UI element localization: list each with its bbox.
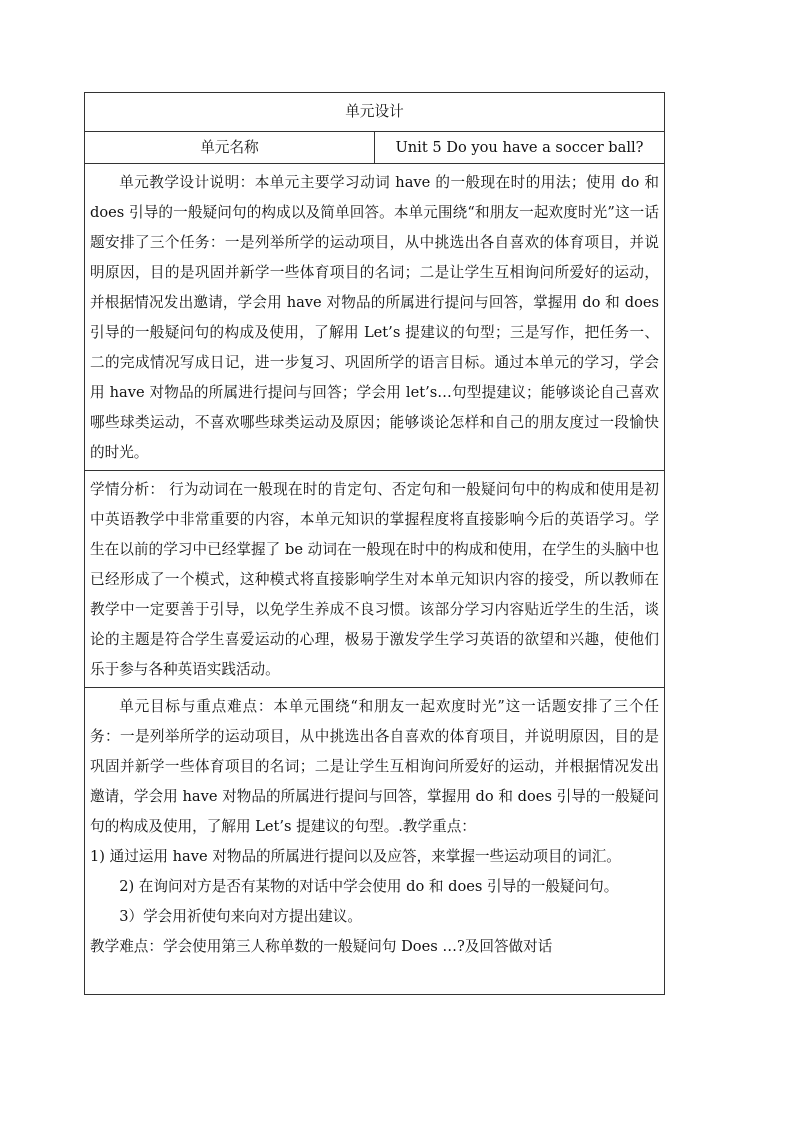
goals-text: 单元目标与重点难点：本单元围绕“和朋友一起欢度时光”这一话题安排了三个任务：一是列举所学的运动项目，从中挑选出各自喜欢的体育项目，并说明原因，目的是巩固并新学一些体育项目的名词；二是让学生互相询问所爱好的运动，并根据情况发出邀请，学会用 have 对物品的所属进行提问与回答，掌握用 do 和 does 引导的一般疑问句的构成及使用，了解用 Let’s 提建议的句型。.教学重点： xyxy=(90,698,659,835)
goals-row xyxy=(85,688,665,995)
design-note-cell xyxy=(85,164,665,471)
table-title: 单元设计 xyxy=(85,93,665,132)
unit-name-value: Unit 5 Do you have a soccer ball? xyxy=(375,132,665,164)
unit-design-table xyxy=(84,92,665,995)
key-point-3: 3）学会用祈使句来向对方提出建议。 xyxy=(119,908,362,925)
key-point-1: 1) 通过运用 have 对物品的所属进行提问以及应答，来掌握一些运动项目的词汇。 xyxy=(90,848,621,865)
goals-cell xyxy=(85,688,665,995)
key-point-2: 2) 在询问对方是否有某物的对话中学会使用 do 和 does 引导的一般疑问句。 xyxy=(119,878,619,895)
design-note-row xyxy=(85,164,665,471)
difficulty-text: 教学难点：学会使用第三人称单数的一般疑问句 Does …?及回答做对话 xyxy=(90,938,553,955)
unit-name-label: 单元名称 xyxy=(85,132,375,164)
unit-name-row xyxy=(85,132,665,164)
learner-analysis-cell xyxy=(85,471,665,688)
title-row xyxy=(85,93,665,132)
cell-spacer xyxy=(90,962,659,992)
design-note-text: 单元教学设计说明：本单元主要学习动词 have 的一般现在时的用法；使用 do 和 does 引导的一般疑问句的构成以及简单回答。本单元围绕“和朋友一起欢度时光”这一话题安排了三个任务：一是列举所学的运动项目，从中挑选出各自喜欢的体育项目，并说明原因，目的是巩固并新学一些体育项目的名词；二是让学生互相询问所爱好的运动，并根据情况发出邀请，学会用 have 对物品的所属进行提问与回答，掌握用 do 和 does 引导的一般疑问句的构成及使用，了解用 Let’s 提建议的句型；三是写作，把任务一、二的完成情况写成日记，进一步复习、巩固所学的语言目标。通过本单元的学习，学会用 have 对物品的所属进行提问与回答；学会用 let’s…句型提建议；能够谈论自己喜欢哪些球类运动，不喜欢哪些球类运动及原因；能够谈论怎样和自己的朋友度过一段愉快的时光。 xyxy=(90,174,659,461)
learner-analysis-row xyxy=(85,471,665,688)
learner-analysis-text: 学情分析： 行为动词在一般现在时的肯定句、否定句和一般疑问句中的构成和使用是初中英语教学中非常重要的内容，本单元知识的掌握程度将直接影响今后的英语学习。学生在以前的学习中已经掌握了 be 动词在一般现在时中的构成和使用，在学生的头脑中也已经形成了一个模式，这种模式将直接影响学生对本单元知识内容的接受，所以教师在教学中一定要善于引导，以免学生养成不良习惯。该部分学习内容贴近学生的生活，谈论的主题是符合学生喜爱运动的心理，极易于激发学生学习英语的欲望和兴趣，使他们乐于参与各种英语实践活动。 xyxy=(90,481,659,678)
